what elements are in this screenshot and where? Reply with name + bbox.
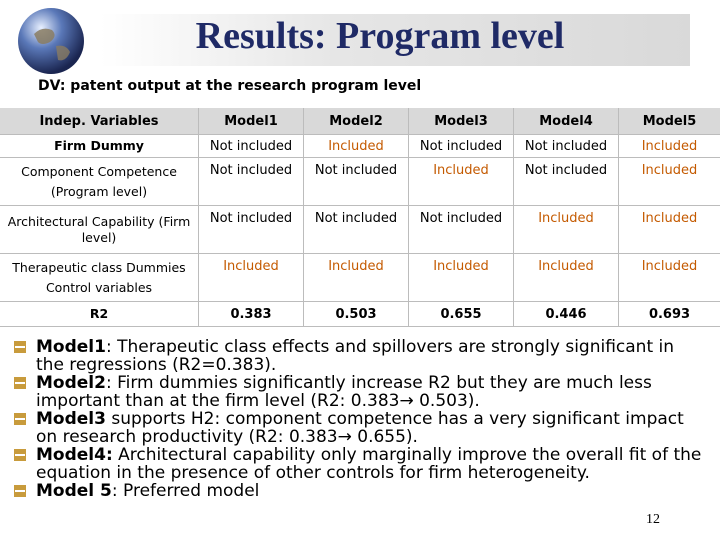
header-model2: Model2 xyxy=(304,108,409,135)
row-label-line: Firm Dummy xyxy=(54,138,144,153)
table-cell: Not included xyxy=(199,206,304,254)
bullet-text: : Therapeutic class effects and spillovers are strongly significant in the regressions (R2=0.383). xyxy=(36,337,675,375)
bullet-text: : Firm dummies significantly increase R2 but they are much less important than at the firm level (R2: 0.383→ 0.503). xyxy=(36,373,652,411)
list-item xyxy=(14,338,704,374)
bullet-icon xyxy=(14,413,26,425)
table-header-row xyxy=(0,108,720,135)
table-cell: Included xyxy=(409,254,514,302)
header-model5: Model5 xyxy=(619,108,720,135)
table-cell: Included xyxy=(409,158,514,206)
row-label-line: (Program level) xyxy=(50,183,148,199)
table-cell: 0.693 xyxy=(619,302,720,327)
table-cell: Not included xyxy=(409,135,514,158)
row-label xyxy=(0,302,199,327)
bullet-text: Architectural capability only marginally improve the overall fit of the equation in the presence of other controls for firm heterogeneity. xyxy=(36,445,702,483)
header-model4: Model4 xyxy=(514,108,619,135)
bullet-icon xyxy=(14,485,26,497)
table-cell: Not included xyxy=(409,206,514,254)
findings-list xyxy=(14,338,704,500)
list-item xyxy=(14,374,704,410)
table-cell: Not included xyxy=(304,206,409,254)
row-label-line: Therapeutic class Dummies xyxy=(12,259,186,275)
list-item xyxy=(14,446,704,482)
bullet-lead: Model2 xyxy=(36,373,106,393)
table-cell: Included xyxy=(619,254,720,302)
table-cell: Not included xyxy=(199,135,304,158)
table-cell: Not included xyxy=(514,158,619,206)
results-table xyxy=(0,108,720,327)
row-label-line: Architectural Capability (Firm xyxy=(7,213,191,229)
bullet-lead: Model3 xyxy=(36,409,106,429)
table-row xyxy=(0,206,720,254)
table-cell: 0.655 xyxy=(409,302,514,327)
bullet-icon xyxy=(14,377,26,389)
bullet-icon xyxy=(14,449,26,461)
row-label-line: R2 xyxy=(89,306,109,321)
bullet-lead: Model1 xyxy=(36,337,106,357)
row-label-line: Control variables xyxy=(45,279,153,295)
header-model1: Model1 xyxy=(199,108,304,135)
row-label xyxy=(0,158,199,206)
row-label-line: Component Competence xyxy=(21,163,177,179)
list-item xyxy=(14,410,704,446)
table-cell: Included xyxy=(304,135,409,158)
table-row xyxy=(0,254,720,302)
table-cell: Included xyxy=(619,135,720,158)
list-item xyxy=(14,482,704,500)
header-indep-variables: Indep. Variables xyxy=(0,108,199,135)
table-cell: Included xyxy=(199,254,304,302)
table-cell: 0.383 xyxy=(199,302,304,327)
bullet-text: : Preferred model xyxy=(111,481,260,501)
page-number: 12 xyxy=(646,512,660,527)
bullet-icon xyxy=(14,341,26,353)
row-label xyxy=(0,254,199,302)
table-cell: Included xyxy=(514,206,619,254)
table-cell: Not included xyxy=(514,135,619,158)
table-cell: Not included xyxy=(304,158,409,206)
table-cell: Included xyxy=(304,254,409,302)
subtitle: DV: patent output at the research program level xyxy=(38,78,422,94)
row-label-line: level) xyxy=(81,229,117,245)
table-cell: Included xyxy=(619,206,720,254)
header-model3: Model3 xyxy=(409,108,514,135)
row-label xyxy=(0,135,199,158)
bullet-text: supports H2: component competence has a very significant impact on research productivity (R2: 0.383→ 0.655). xyxy=(36,409,684,447)
table-row xyxy=(0,135,720,158)
table-row xyxy=(0,158,720,206)
bullet-lead: Model 5 xyxy=(36,481,112,501)
table-cell: Not included xyxy=(199,158,304,206)
table-cell: Included xyxy=(514,254,619,302)
bullet-lead: Model4: xyxy=(36,445,113,465)
row-label xyxy=(0,206,199,254)
table-row xyxy=(0,302,720,327)
page-title: Results: Program level xyxy=(195,15,565,57)
table-cell: 0.446 xyxy=(514,302,619,327)
table-cell: Included xyxy=(619,158,720,206)
table-cell: 0.503 xyxy=(304,302,409,327)
